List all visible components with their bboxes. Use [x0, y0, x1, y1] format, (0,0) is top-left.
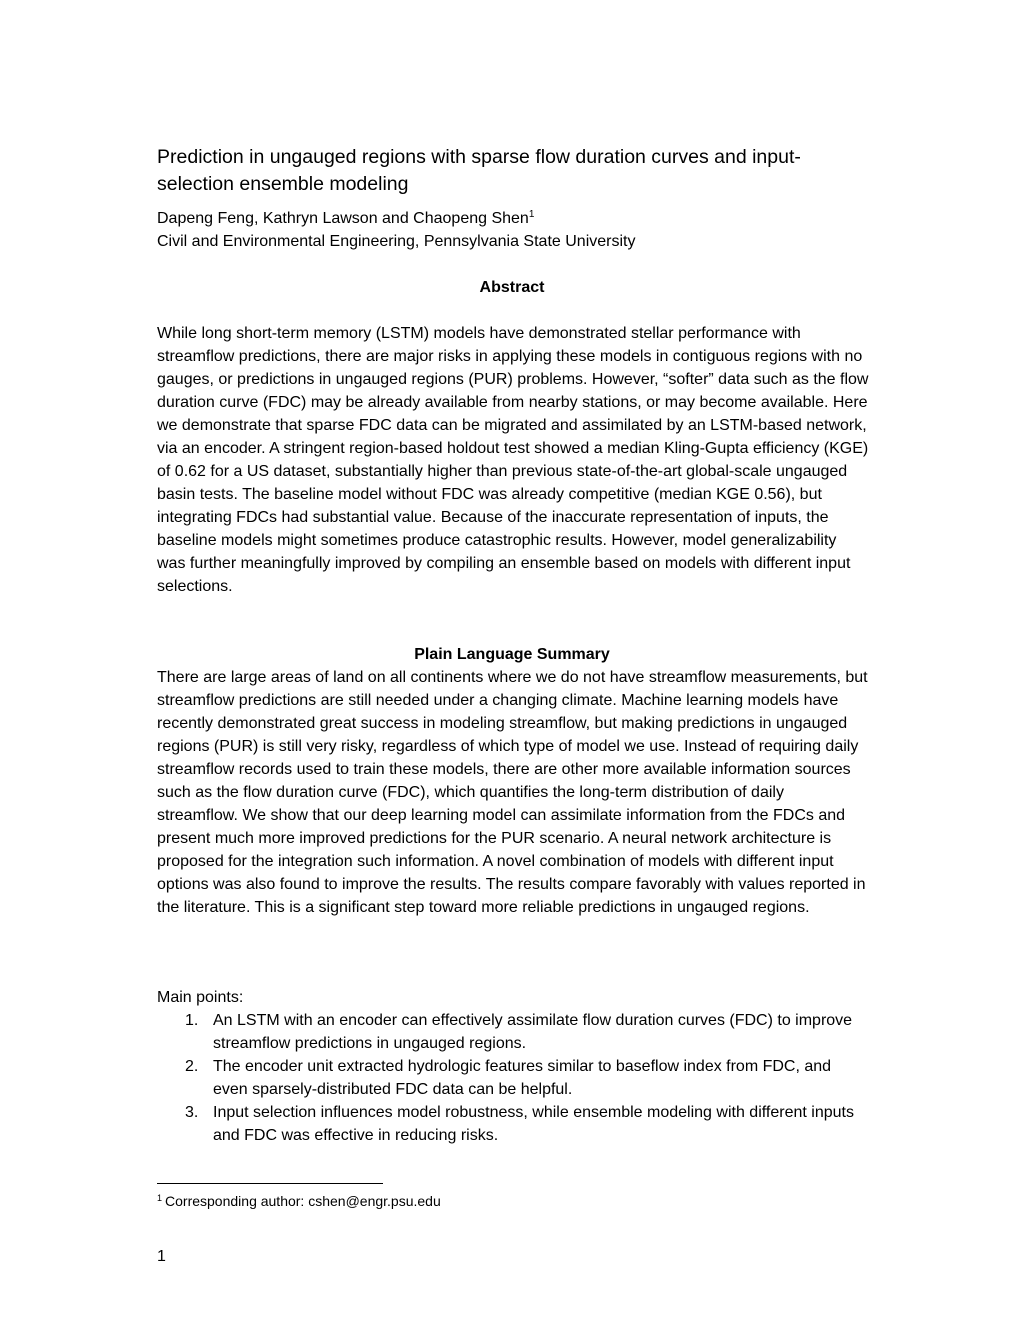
main-point-number: 1. — [185, 1012, 199, 1029]
authors-text: Dapeng Feng, Kathryn Lawson and Chaopeng Shen — [157, 210, 529, 227]
main-point-text: The encoder unit extracted hydrologic features similar to baseflow index from FDC, and even sparsely-distributed FDC data can be helpful. — [213, 1058, 832, 1098]
main-point-text: Input selection influences model robustness, while ensemble modeling with different inputs and FDC was effective in reducing risks. — [213, 1104, 854, 1144]
paper-title: Prediction in ungauged regions with sparse flow duration curves and input-selection ensemble modeling — [157, 146, 801, 195]
main-point-item — [157, 1101, 869, 1147]
page-number: 1 — [157, 1248, 166, 1265]
main-point-text: An LSTM with an encoder can effectively assimilate flow duration curves (FDC) to improve streamflow predictions in ungauged regions. — [213, 1012, 853, 1052]
footnote-mark: 1 — [157, 1193, 163, 1203]
footnote-divider — [157, 1183, 383, 1184]
author-list — [157, 207, 534, 230]
abstract-text: While long short-term memory (LSTM) models have demonstrated stellar performance with streamflow predictions, there are major risks in applying these models in contiguous regions with no gauges, or predictions in ungauged regions (PUR) problems. However, “softer” data such as the flow duration curve (FDC) may be already available from nearby stations, or may become available. Here we demonstrate that sparse FDC data can be migrated and assimilated by an LSTM-based network, via an encoder. A stringent region-based holdout test showed a median Kling-Gupta efficiency (KGE) of 0.62 for a US dataset, substantially higher than previous state-of-the-art global-scale ungauged basin tests. The baseline model without FDC was already competitive (median KGE 0.56), but integrating FDCs had substantial value. Because of the inaccurate representation of inputs, the baseline models might sometimes produce catastrophic results. However, model generalizability was further meaningfully improved by compiling an ensemble based on models with different input selections. — [157, 325, 869, 595]
main-point-number: 2. — [185, 1058, 199, 1075]
footnote — [157, 1191, 441, 1211]
affiliation: Civil and Environmental Engineering, Pennsylvania State University — [157, 233, 636, 250]
footnote-text: Corresponding author: cshen@engr.psu.edu — [165, 1193, 441, 1209]
main-points-list — [157, 1009, 869, 1147]
author-footnote-mark[interactable]: 1 — [528, 209, 535, 220]
main-point-item — [157, 1009, 869, 1055]
plain-language-summary-text: There are large areas of land on all continents where we do not have streamflow measurements, but streamflow predictions are still needed under a changing climate. Machine learning models have recently demonstrated great success in modeling streamflow, but making predictions in ungauged regions (PUR) is still very risky, regardless of which type of model we use. Instead of requiring daily streamflow records used to train these models, there are other more available information sources such as the flow duration curve (FDC), which quantifies the long-term distribution of daily streamflow. We show that our deep learning model can assimilate information from the FDCs and present much more improved predictions for the PUR scenario. A neural network architecture is proposed for the integration such information. A novel combination of models with different input options was also found to improve the results. The results compare favorably with values reported in the literature. This is a significant step toward more reliable predictions in ungauged regions. — [157, 669, 868, 916]
main-point-number: 3. — [185, 1104, 199, 1121]
main-point-item — [157, 1055, 869, 1101]
plain-language-summary-heading: Plain Language Summary — [414, 646, 610, 663]
abstract-heading: Abstract — [479, 279, 545, 296]
main-points-label: Main points: — [157, 989, 244, 1006]
